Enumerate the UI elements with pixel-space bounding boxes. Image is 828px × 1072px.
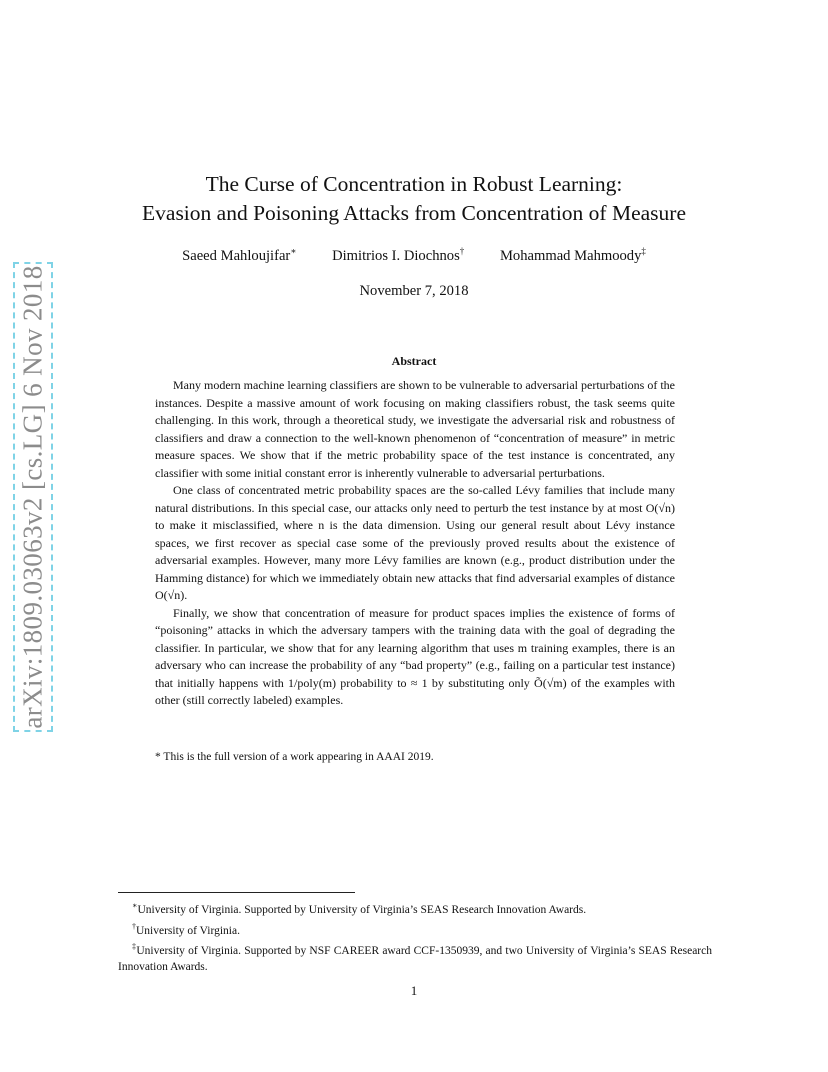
arxiv-id: arXiv:1809.03063v2 [cs.LG] 6 Nov 2018 xyxy=(17,265,48,729)
abstract-paragraph: Finally, we show that concentration of measure for product spaces implies the existence of forms of “poisoning” attacks in which the adversary tampers with the training data with the goal of degrading the classifier. In particular, we show that for any learning algorithm that uses m training examples, there is an adversary who can increase the probability of any “bad property” (e.g., failing on a particular test instance) that initially happens with 1/poly(m) probability to ≈ 1 by substituting only Õ(√m) of the examples with other (still correctly labeled) examples. xyxy=(155,605,675,707)
footnote-text: University of Virginia. Supported by NSF CAREER award CCF-1350939, and two University of Virginia’s SEAS Research Innovation Awards. xyxy=(118,945,712,973)
footnote-text: University of Virginia. Supported by University of Virginia’s SEAS Research Innovation Awards. xyxy=(137,904,587,916)
abstract-paragraph: Many modern machine learning classifiers are shown to be vulnerable to adversarial perturbations of the instances. Despite a massive amount of work focusing on making classifiers robust, the task seems quite challenging. In this work, through a theoretical study, we investigate the adversarial risk and robustness of classifiers and draw a connection to the well-known phenomenon of “concentration of measure” in metric measure spaces. We show that if the metric probability space of the test instance is concentrated, any classifier with some initial constant error is inherently vulnerable to adversarial perturbations. xyxy=(155,378,675,480)
footnote-divider xyxy=(118,892,355,893)
footnotes xyxy=(118,898,712,975)
abstract-body xyxy=(155,377,675,710)
page-number: 1 xyxy=(410,983,418,998)
author-name: Saeed Mahloujifar xyxy=(182,248,291,264)
footnote-text: University of Virginia. xyxy=(136,924,240,937)
footnote xyxy=(118,898,712,919)
author xyxy=(500,246,646,265)
author-name: Mohammad Mahmoody xyxy=(499,248,642,264)
author xyxy=(332,246,464,265)
author-mark: † xyxy=(459,246,465,256)
author-mark: ∗ xyxy=(290,246,297,256)
author-name: Dimitrios I. Diochnos xyxy=(332,248,460,264)
author-list xyxy=(60,246,768,265)
abstract-heading: Abstract xyxy=(391,354,437,368)
arxiv-stamp xyxy=(13,262,53,732)
abstract-paragraph: One class of concentrated metric probability spaces are the so-called Lévy families that include many natural distributions. In this special case, our attacks only need to perturb the test instance by at most O(√n) to make it misclassified, where n is the data dimension. Using our general result about Lévy instance spaces, we first recover as special case some of the previously proved results about the existence of adversarial examples. However, many more Lévy families are known (e.g., product distribution under the Hamming distance) for which we immediately obtain new attacks that find adversarial examples of distance O(√n). xyxy=(155,483,675,602)
footnote-mark: † xyxy=(132,921,136,931)
footnote-mark: ∗ xyxy=(132,901,138,910)
author-mark: ‡ xyxy=(641,246,646,256)
footnote xyxy=(118,939,712,975)
paper-date: November 7, 2018 xyxy=(359,283,469,299)
footnote-mark: ‡ xyxy=(132,942,137,952)
title-footnote: * This is the full version of a work appearing in AAAI 2019. xyxy=(155,751,434,763)
author xyxy=(182,246,296,265)
title-line-1: The Curse of Concentration in Robust Learning: xyxy=(205,172,623,196)
footnote xyxy=(118,919,712,940)
title-line-2: Evasion and Poisoning Attacks from Concentration of Measure xyxy=(142,201,686,225)
paper-title xyxy=(60,170,768,228)
